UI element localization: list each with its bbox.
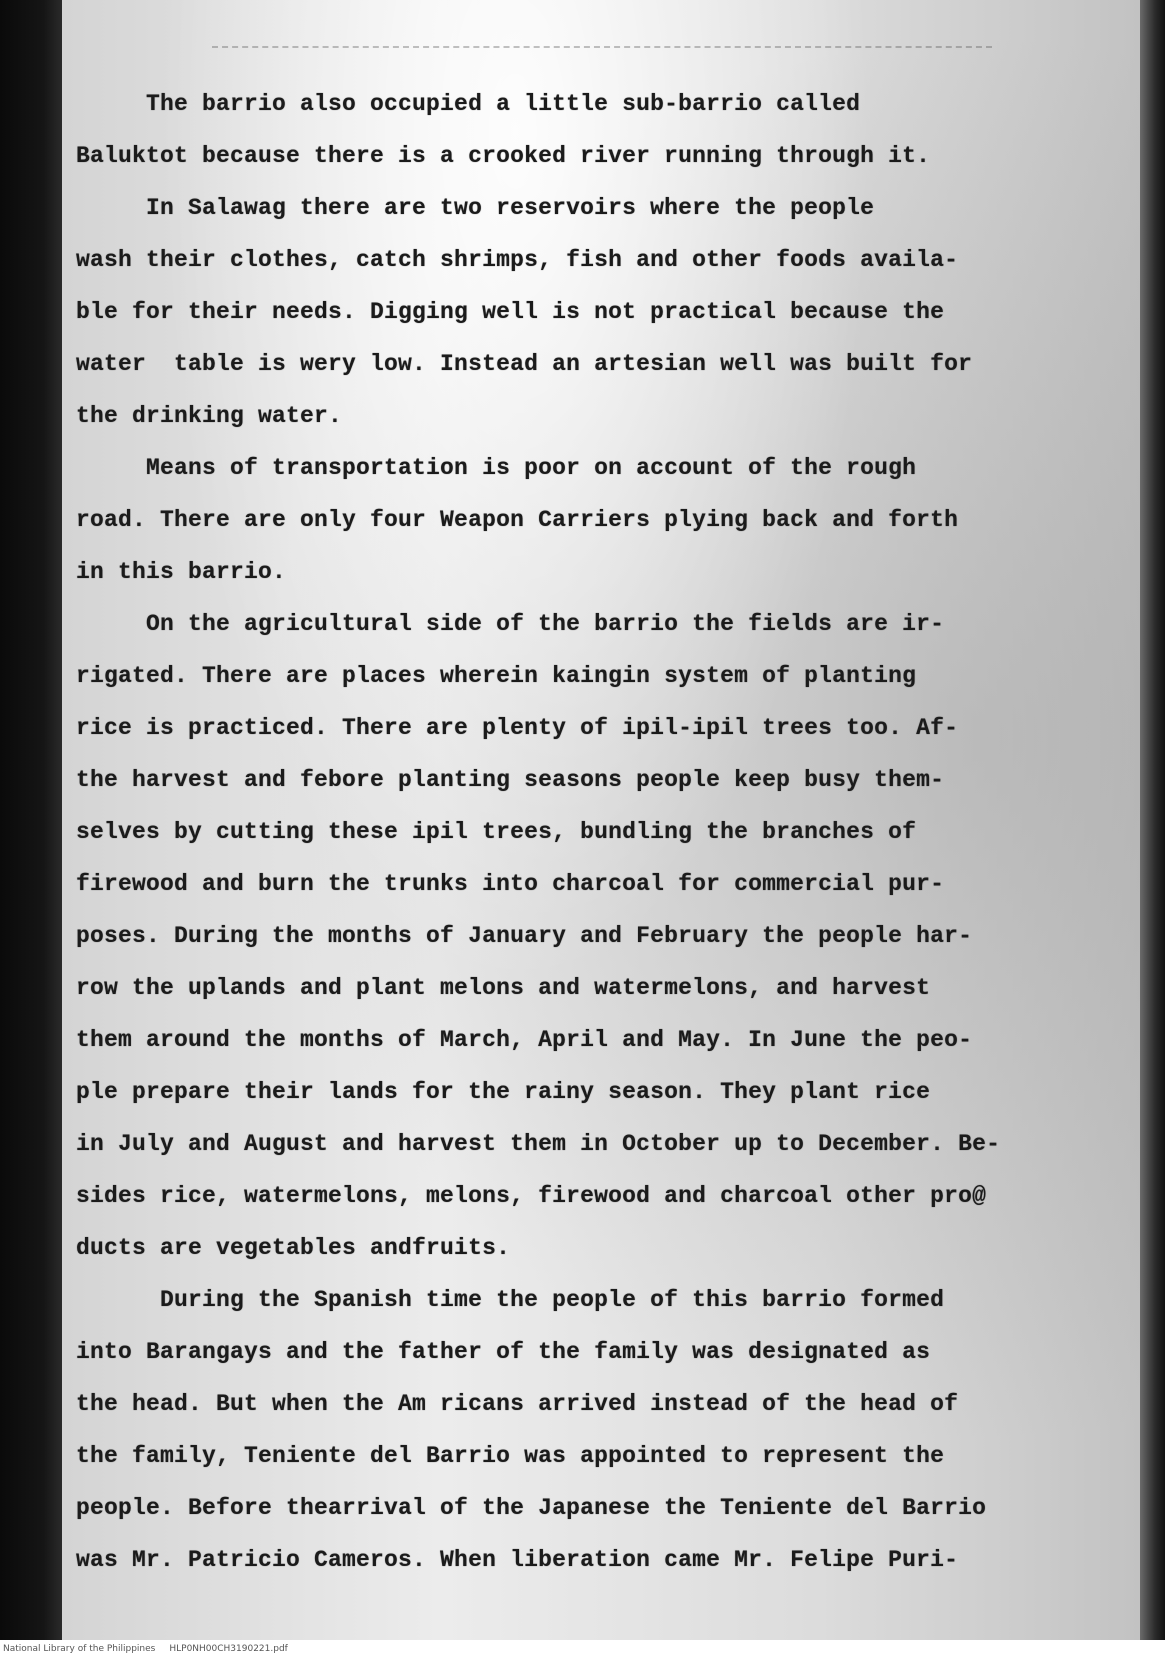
text-line: poses. During the months of January and February the people har- xyxy=(76,923,973,949)
page-top-rule xyxy=(212,46,992,50)
text-line: them around the months of March, April and May. In June the peo- xyxy=(76,1027,973,1053)
text-line: wash their clothes, catch shrimps, fish and other foods availa- xyxy=(76,247,959,273)
text-line: rice is practiced. There are plenty of ipil-ipil trees too. Af- xyxy=(76,715,959,741)
text-line: Baluktot because there is a crooked river running through it. xyxy=(76,143,931,169)
text-line: ducts are vegetables andfruits. xyxy=(76,1235,511,1261)
scan-left-margin xyxy=(0,0,62,1640)
text-line: The barrio also occupied a little sub-barrio called xyxy=(76,91,861,117)
text-line: water table is wery low. Instead an artesian well was built for xyxy=(76,351,973,377)
typewritten-page xyxy=(62,0,1142,1640)
text-line: firewood and burn the trunks into charcoal for commercial pur- xyxy=(76,871,945,897)
footer-file-id: HLP0NH00CH3190221.pdf xyxy=(169,1644,288,1654)
text-line: people. Before thearrival of the Japanese the Teniente del Barrio xyxy=(76,1495,987,1521)
text-line: Means of transportation is poor on account of the rough xyxy=(76,455,917,481)
text-line: rigated. There are places wherein kaingin system of planting xyxy=(76,663,917,689)
text-line: selves by cutting these ipil trees, bundling the branches of xyxy=(76,819,917,845)
text-line: sides rice, watermelons, melons, firewood and charcoal other pro@ xyxy=(76,1183,987,1209)
scan-right-edge xyxy=(1140,0,1165,1640)
text-line: in July and August and harvest them in October up to December. Be- xyxy=(76,1131,1001,1157)
text-line: was Mr. Patricio Cameros. When liberation came Mr. Felipe Puri- xyxy=(76,1547,959,1573)
text-line: the family, Teniente del Barrio was appointed to represent the xyxy=(76,1443,945,1469)
text-line: the drinking water. xyxy=(76,403,343,429)
document-body xyxy=(76,78,1121,1586)
text-line: into Barangays and the father of the family was designated as xyxy=(76,1339,931,1365)
text-line: On the agricultural side of the barrio the fields are ir- xyxy=(76,611,945,637)
text-line: ple prepare their lands for the rainy season. They plant rice xyxy=(76,1079,931,1105)
text-line: the harvest and febore planting seasons people keep busy them- xyxy=(76,767,945,793)
text-line: road. There are only four Weapon Carriers plying back and forth xyxy=(76,507,959,533)
footer-source: National Library of the Philippines xyxy=(3,1644,156,1654)
text-line: row the uplands and plant melons and watermelons, and harvest xyxy=(76,975,931,1001)
text-line: the head. But when the Am ricans arrived instead of the head of xyxy=(76,1391,959,1417)
text-line: During the Spanish time the people of this barrio formed xyxy=(76,1287,945,1313)
text-line: in this barrio. xyxy=(76,559,287,585)
text-line: In Salawag there are two reservoirs where the people xyxy=(76,195,875,221)
text-line: ble for their needs. Digging well is not practical because the xyxy=(76,299,945,325)
scan-footer xyxy=(0,1640,1165,1658)
